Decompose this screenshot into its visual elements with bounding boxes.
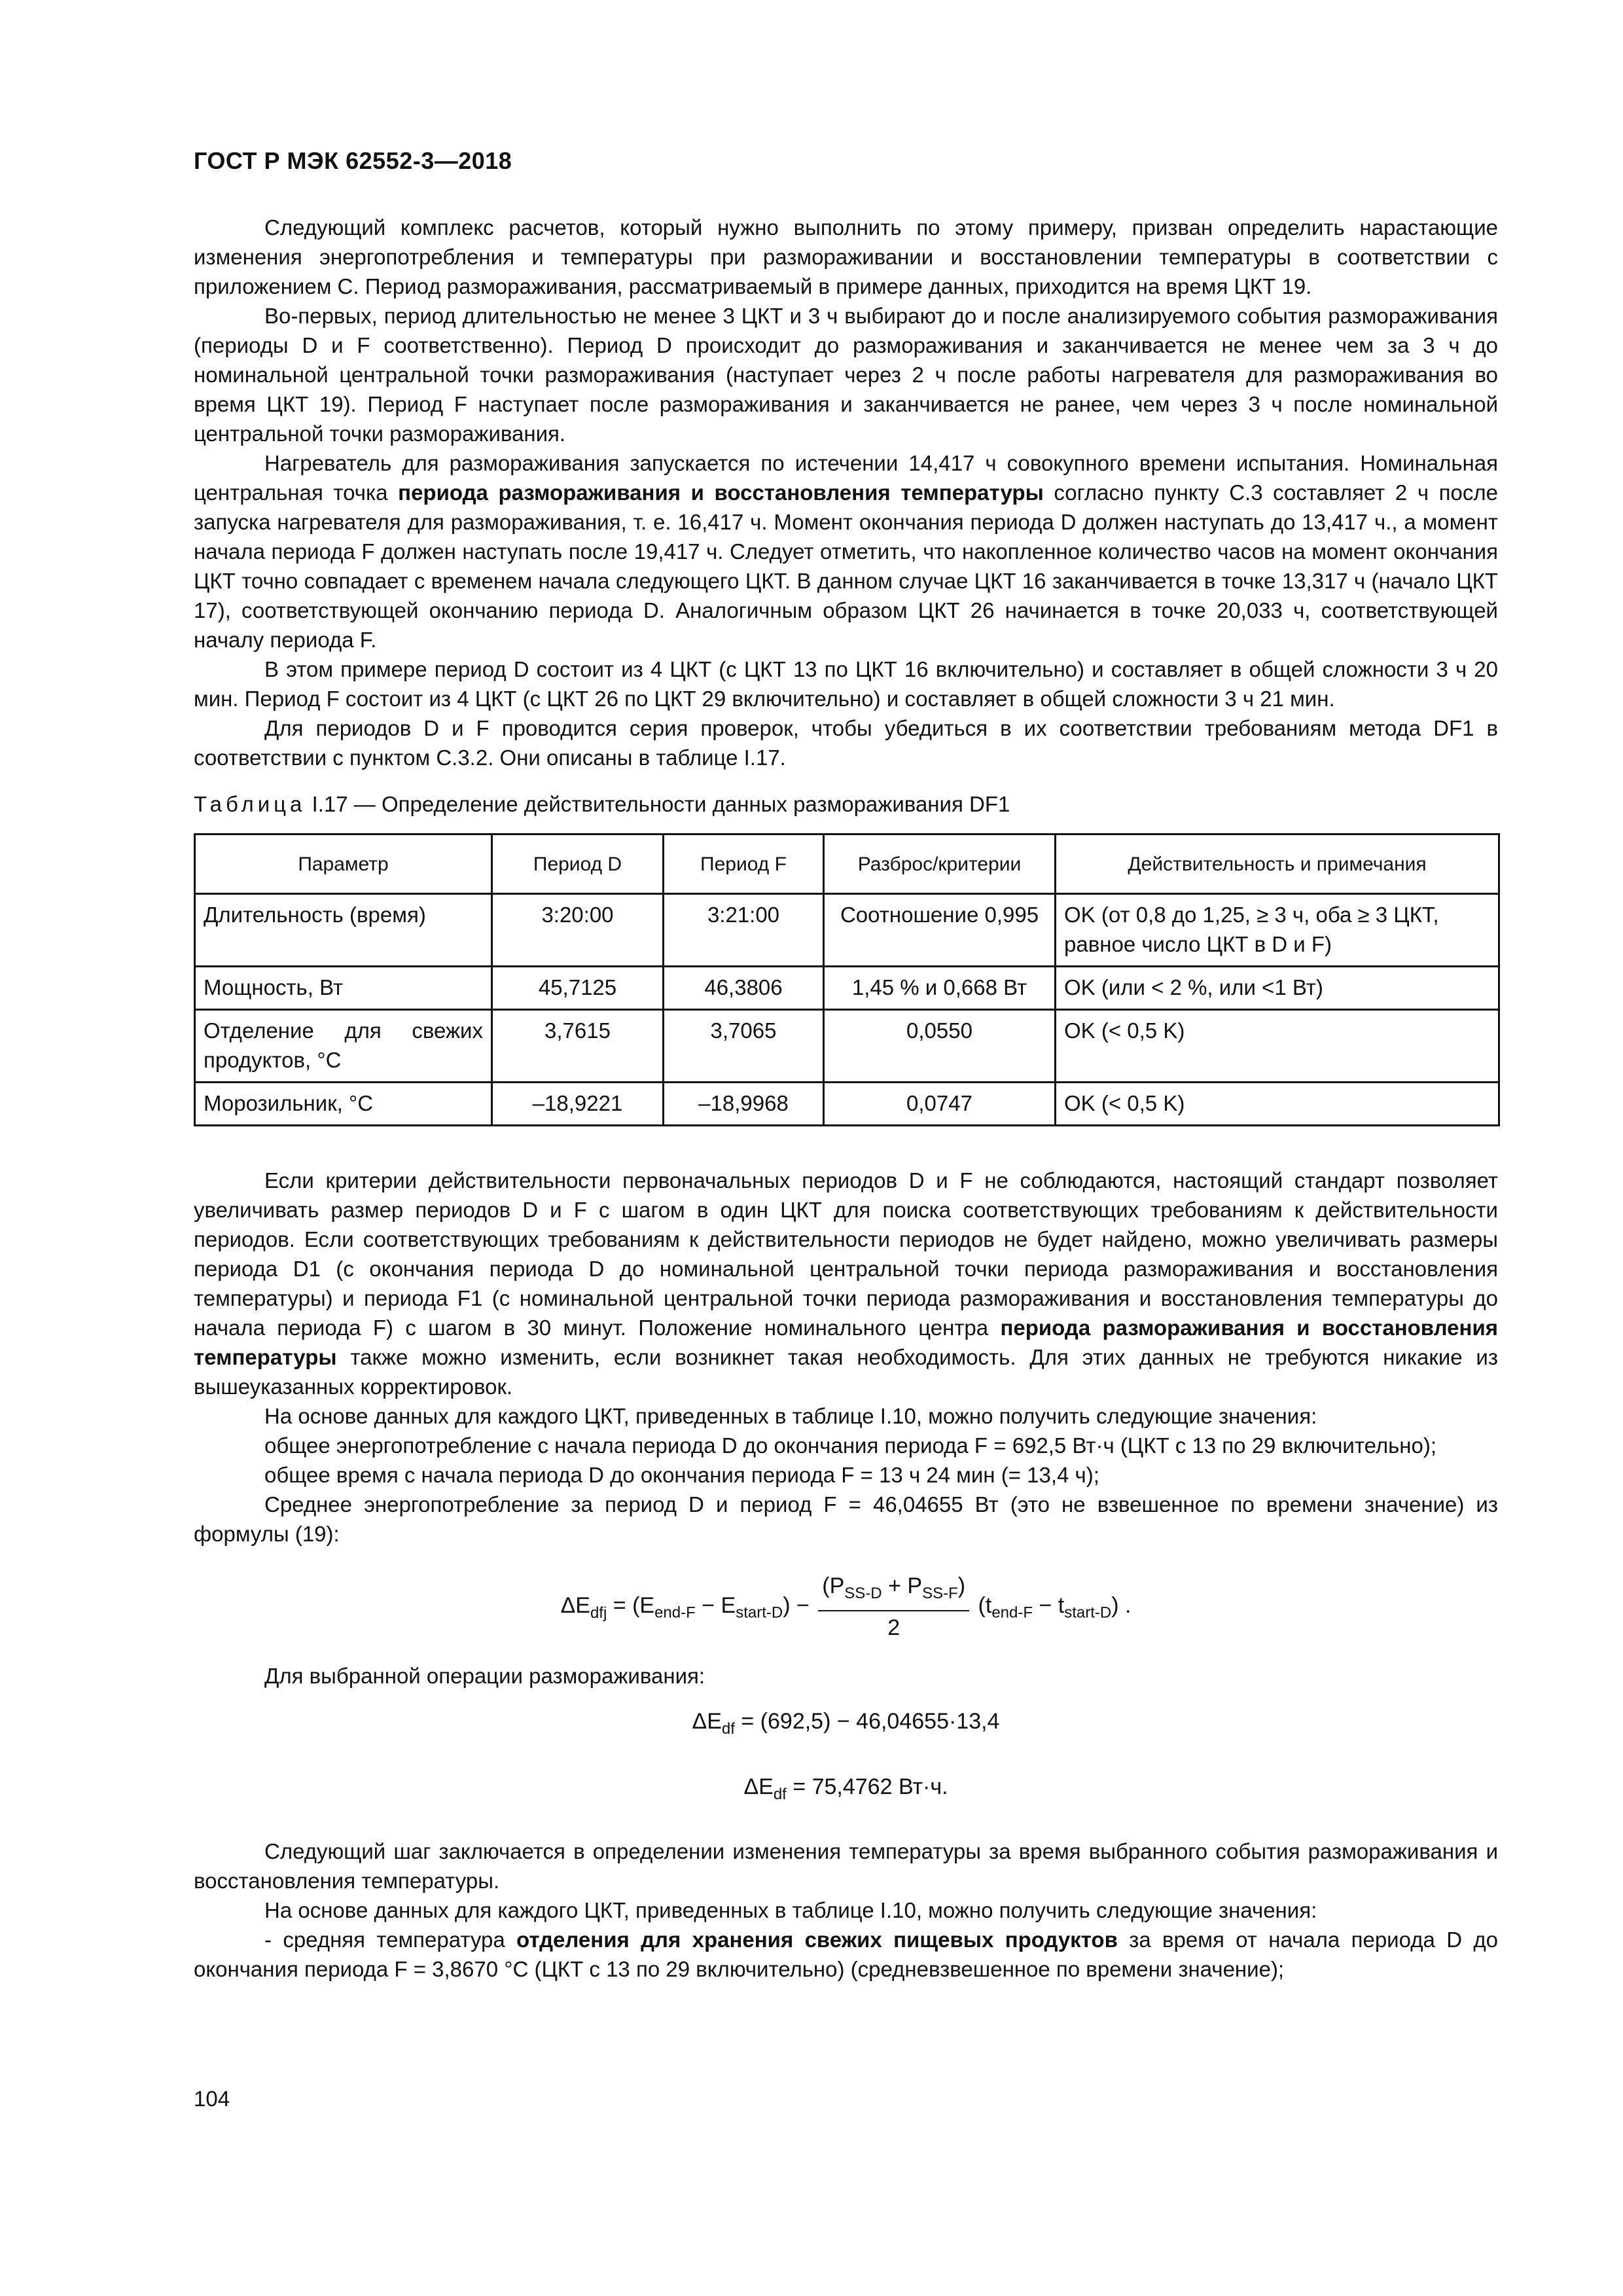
- table-header-cell: Параметр: [195, 834, 492, 894]
- equation-delta-e-result: $\Delta E_{df} = 75,4762$ Вт·ч.: [743, 1774, 948, 1803]
- table-header-cell: Действительность и примечания: [1056, 834, 1499, 894]
- table-caption: Таблица I.17 — Определение действительности данных размораживания DF1: [194, 792, 1010, 816]
- table-row: [195, 1010, 1499, 1083]
- paragraph-periods: Во-первых, период длительностью не менее 3 ЦКТ и 3 ч выбирают до и после анализируемого события размораживания (периоды D и F соответственно). Период D происходит до размораживания и заканчивается не менее чем за 3 ч до номинальной центральной точки размораживания (наступает через 2 ч после работы нагревателя для размораживания во время ЦКТ 19). Период F наступает после размораживания и заканчивается не ранее, чем через 3 ч после номинальной центральной точки размораживания.: [194, 304, 1498, 446]
- table-header-cell: Период D: [492, 834, 664, 894]
- table-cell: Длительность (время): [195, 894, 492, 967]
- table-cell: OK (< 0,5 K): [1056, 1010, 1499, 1083]
- table-cell: –18,9968: [664, 1083, 824, 1126]
- paragraph-selected-operation: Для выбранной операции размораживания:: [264, 1663, 705, 1688]
- document-header: ГОСТ Р МЭК 62552-3—2018: [194, 147, 512, 174]
- table-cell: 3:21:00: [664, 894, 824, 967]
- paragraph-average-temperature: - средняя температура отделения для хранения свежих пищевых продуктов за время от начала периода D до окончания периода F = 3,8670 °С (ЦКТ с 13 по 29 включительно) (средневзвешенное по времени значение);: [194, 1928, 1498, 1982]
- paragraph-values-intro-2: На основе данных для каждого ЦКТ, приведенных в таблице I.10, можно получить следующие значения:: [264, 1898, 1317, 1923]
- paragraph-intro: Следующий комплекс расчетов, который нужно выполнить по этому примеру, призван определить нарастающие изменения энергопотребления и температуры при размораживании и восстановлении температуры в соответствии с приложением C. Период размораживания, рассматриваемый в примере данных, приходится на время ЦКТ 19.: [194, 215, 1498, 298]
- paragraph-period-composition: В этом примере период D состоит из 4 ЦКТ (с ЦКТ 13 по ЦКТ 16 включительно) и составляет в общей сложности 3 ч 20 мин. Период F состоит из 4 ЦКТ (с ЦКТ 26 по ЦКТ 29 включительно) и составляет в общей сложности 3 ч 21 мин.: [194, 657, 1498, 711]
- paragraph-checks: Для периодов D и F проводится серия проверок, чтобы убедиться в их соответствии требованиям метода DF1 в соответствии с пунктом C.3.2. Они описаны в таблице I.17.: [194, 716, 1498, 770]
- table-cell: –18,9221: [492, 1083, 664, 1126]
- table-header-cell: Период F: [664, 834, 824, 894]
- validity-table: [194, 833, 1500, 1126]
- fraction-numerator: $(P_{SS-D} + P_{SS-F})$: [818, 1571, 969, 1611]
- paragraph-next-step: Следующий шаг заключается в определении изменения температуры за время выбранного события размораживания и восстановления температуры.: [194, 1839, 1498, 1893]
- table-cell: OK (< 0,5 K): [1056, 1083, 1499, 1126]
- paragraph-total-time: общее время с начала периода D до окончания периода F = 13 ч 24 мин (= 13,4 ч);: [264, 1463, 1099, 1487]
- formula-fraction: [818, 1571, 969, 1643]
- table-row: [195, 894, 1499, 967]
- table-cell: Соотношение 0,995: [824, 894, 1056, 967]
- table-cell: 45,7125: [492, 967, 664, 1010]
- table-cell: 1,45 % и 0,668 Вт: [824, 967, 1056, 1010]
- formula-19: $\Delta E_{dfj} = (E_{end-F} - E_{start-D})$ − $\frac{(P_{SS-D} + P_{SS-F})}{2}$ $(t_{end-F} - t_{start-D})$ .: [194, 1571, 1498, 1643]
- document-page: [194, 147, 1498, 1984]
- table-row: [195, 1083, 1499, 1126]
- table-cell: 3:20:00: [492, 894, 664, 967]
- table-cell: 0,0550: [824, 1010, 1056, 1083]
- table-cell: 46,3806: [664, 967, 824, 1010]
- paragraph-average-energy: Среднее энергопотребление за период D и период F = 46,04655 Вт (это не взвешенное по времени значение) из формулы (19):: [194, 1492, 1498, 1546]
- paragraph-adjustments: Если критерии действительности первоначальных периодов D и F не соблюдаются, настоящий стандарт позволяет увеличивать размер периодов D и F с шагом в один ЦКТ для поиска соответствующих требованиям к действительности периодов. Если соответствующих требованиям к действительности периодов не будет найдено, можно увеличивать размеры периода D1 (с окончания периода D до номинальной центральной точки периода размораживания и восстановления температуры) и периода F1 (с номинальной центральной точки периода размораживания и восстановления температуры до начала периода F) с шагом в 30 минут. Положение номинального центра периода размораживания и восстановления температуры также можно изменить, если возникнет такая необходимость. Для этих данных не требуются никакие из вышеуказанных корректировок.: [194, 1168, 1498, 1399]
- table-header-row: [195, 834, 1499, 894]
- paragraph-total-energy: общее энергопотребление с начала периода D до окончания периода F = 692,5 Вт·ч (ЦКТ с 13 по 29 включительно);: [264, 1433, 1437, 1458]
- table-cell: Мощность, Вт: [195, 967, 492, 1010]
- table-cell: OK (от 0,8 до 1,25, ≥ 3 ч, оба ≥ 3 ЦКТ, равное число ЦКТ в D и F): [1056, 894, 1499, 967]
- equation-delta-e-expression: $\Delta E_{df} = (692,5) - 46,04655\cdot 13,4$: [692, 1708, 1000, 1738]
- table-cell: OK (или < 2 %, или <1 Вт): [1056, 967, 1499, 1010]
- table-row: [195, 967, 1499, 1010]
- formula-lhs: $\Delta E_{dfj}$: [560, 1592, 607, 1622]
- table-cell: Морозильник, °С: [195, 1083, 492, 1126]
- table-cell: 0,0747: [824, 1083, 1056, 1126]
- fraction-denominator: 2: [887, 1615, 901, 1640]
- table-header-cell: Разброс/критерии: [824, 834, 1056, 894]
- table-cell: 3,7065: [664, 1010, 824, 1083]
- paragraph-heater: Нагреватель для размораживания запускается по истечении 14,417 ч совокупного времени испытания. Номинальная центральная точка периода размораживания и восстановления температуры согласно пункту C.3 составляет 2 ч после запуска нагревателя для размораживания, т. е. 16,417 ч. Момент окончания периода D должен наступать до 13,417 ч., а момент начала периода F должен наступать после 19,417 ч. Следует отметить, что накопленное количество часов на момент окончания ЦКТ точно совпадает с временем начала следующего ЦКТ. В данном случае ЦКТ 16 заканчивается в точке 13,317 ч (начало ЦКТ 17), соответствующей окончанию периода D. Аналогичным образом ЦКТ 26 начинается в точке 20,033 ч, соответствующей началу периода F.: [194, 451, 1498, 652]
- table-cell: Отделение для свежих продуктов, °С: [195, 1010, 492, 1083]
- page-number: 104: [194, 2087, 230, 2111]
- paragraph-values-intro: На основе данных для каждого ЦКТ, приведенных в таблице I.10, можно получить следующие значения:: [264, 1404, 1317, 1428]
- table-cell: 3,7615: [492, 1010, 664, 1083]
